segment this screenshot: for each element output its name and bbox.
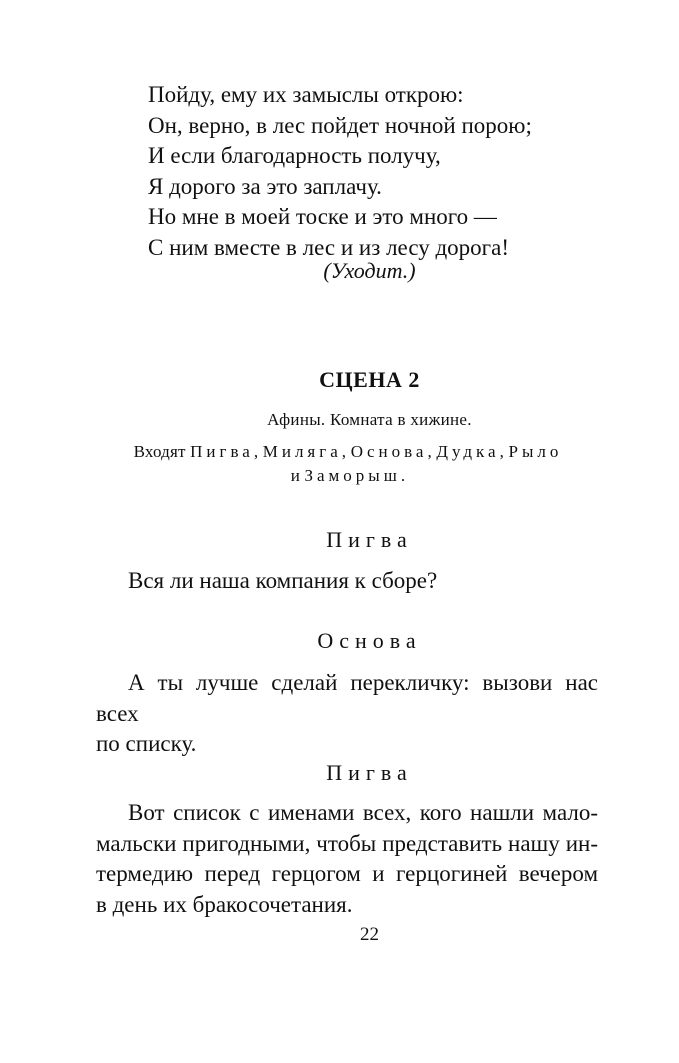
speech-line: в день их бракосочетания. xyxy=(96,891,353,917)
character-name: Пигва xyxy=(190,442,254,461)
verse-line: С ним вместе в лес и из лесу дорога! xyxy=(148,234,509,260)
speaker-name: Пигва xyxy=(326,527,413,552)
verse-line: И если благодарность получу, xyxy=(148,143,441,168)
separator: , xyxy=(427,442,437,461)
stage-direction-exit: (Уходит.) xyxy=(323,258,416,283)
speaker-name: Пигва xyxy=(326,760,413,785)
speech-line: мальски пригодными, чтобы представить нашу ин- xyxy=(96,830,598,856)
speech xyxy=(96,668,598,760)
speech-line: по списку. xyxy=(96,731,197,756)
speech-line: А ты лучше сделай перекличку: вызови нас всех xyxy=(96,670,598,726)
separator: , xyxy=(499,442,509,461)
separator: , xyxy=(253,442,263,461)
verse-line: Я дорого за это заплачу. xyxy=(148,173,382,199)
speaker-name: Основа xyxy=(317,628,422,653)
character-name: Миляга xyxy=(262,442,342,461)
page-number: 22 xyxy=(360,924,379,945)
speech-line: термедию перед герцогом и герцогиней вечером xyxy=(96,861,598,886)
separator: , xyxy=(341,442,351,461)
speech-line: Вся ли наша компания к сборе? xyxy=(128,568,438,593)
character-name: Заморыш xyxy=(304,466,401,485)
verse-line: Но мне в моей тоске и это много — xyxy=(148,204,497,229)
entrance-direction xyxy=(90,440,606,488)
scene-title: СЦЕНА 2 xyxy=(319,367,420,392)
character-name: Дудка xyxy=(436,442,500,461)
entrance-prefix: Входят xyxy=(133,442,191,461)
scene-setting: Афины. Комната в хижине. xyxy=(267,410,472,429)
speech xyxy=(96,566,598,597)
verse-block xyxy=(148,80,628,263)
character-name: Основа xyxy=(350,442,428,461)
character-name: Рыло xyxy=(508,442,563,461)
conjunction: и xyxy=(290,466,305,485)
speech xyxy=(96,798,598,920)
entrance-suffix: . xyxy=(400,466,406,485)
speech-line: Вот список с именами всех, кого нашли мало- xyxy=(128,800,598,825)
verse-line: Пойду, ему их замыслы открою: xyxy=(148,82,464,107)
verse-line: Он, верно, в лес пойдет ночной порою; xyxy=(148,112,532,138)
